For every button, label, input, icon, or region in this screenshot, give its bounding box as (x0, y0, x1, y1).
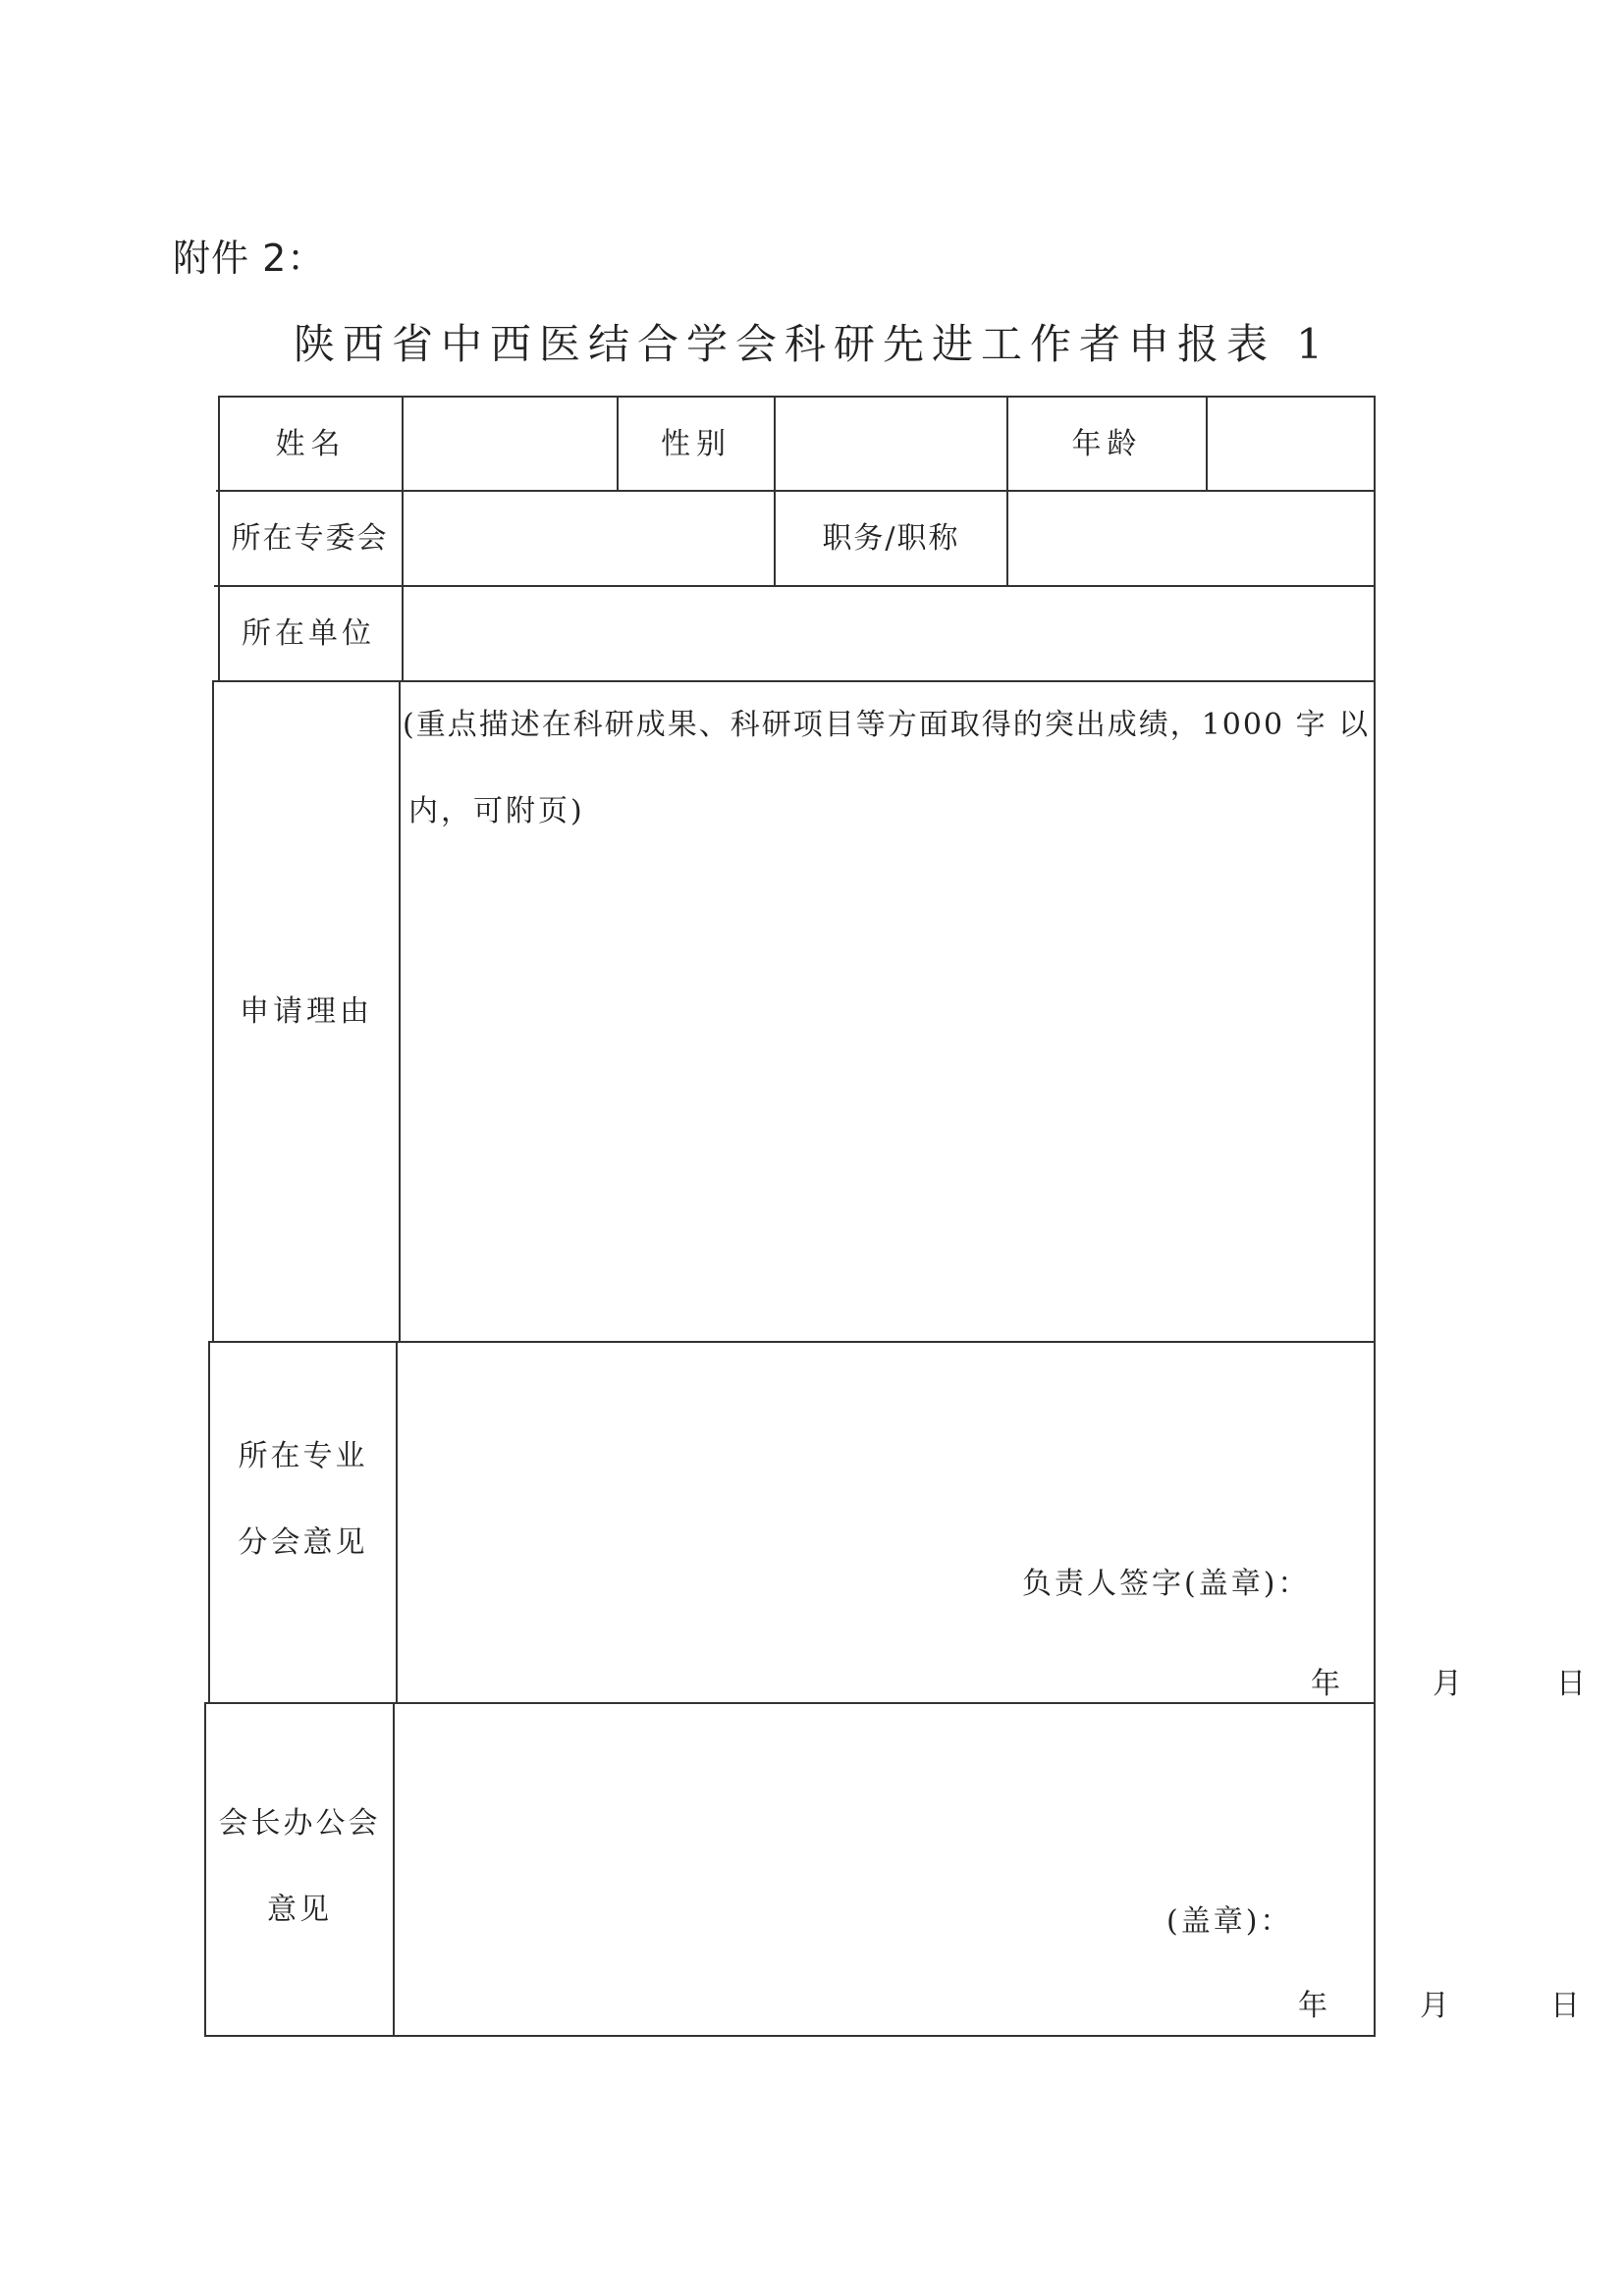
branch-opinion-field[interactable] (398, 1343, 1586, 1702)
attachment-label: 附件 2： (173, 237, 326, 280)
president-opinion-label-line1: 会长办公会 (218, 1805, 381, 1841)
reason-field[interactable] (401, 682, 1374, 1341)
president-date-year: 年 (1298, 1989, 1327, 2023)
committee-label: 所在专委会 (231, 521, 389, 556)
unit-field[interactable] (401, 587, 1374, 680)
name-field[interactable] (404, 398, 617, 490)
branch-signature-label: 负责人签字(盖章)： (1022, 1567, 1311, 1601)
gender-field[interactable] (776, 398, 1006, 490)
branch-opinion-label (210, 1343, 396, 1702)
branch-date-year: 年 (1311, 1667, 1340, 1701)
age-field[interactable] (1208, 398, 1374, 490)
president-opinion-field[interactable] (395, 1704, 1580, 2035)
gender-label: 性别 (661, 426, 731, 461)
reason-note-line2: 内，可附页) (408, 794, 585, 828)
president-opinion-label-line2: 意见 (267, 1892, 332, 1927)
branch-opinion-label-line1: 所在专业 (238, 1439, 368, 1473)
application-form-table (204, 396, 1586, 2037)
position-label: 职务/职称 (822, 521, 960, 556)
reason-label: 申请理由 (240, 994, 373, 1029)
form-title: 陕西省中西医结合学会科研先进工作者申报表 1 (293, 320, 1331, 368)
branch-date-day: 日 (1556, 1667, 1586, 1701)
reason-note-line1: (重点描述在科研成果、科研项目等方面取得的突出成绩，1000 字 以 (403, 708, 1371, 742)
table-border-bottom (204, 2035, 1374, 2037)
president-date-day: 日 (1550, 1989, 1580, 2023)
position-field[interactable] (1008, 492, 1374, 585)
committee-field[interactable] (404, 492, 774, 585)
branch-date-month: 月 (1433, 1667, 1462, 1701)
branch-opinion-label-line2: 分会意见 (238, 1525, 368, 1560)
age-label: 年龄 (1071, 426, 1143, 461)
table-border-right (1374, 396, 1376, 2037)
president-date-month: 月 (1420, 1989, 1449, 2023)
president-seal-label: (盖章)： (1166, 1904, 1293, 1939)
name-label: 姓名 (275, 426, 347, 461)
president-opinion-label (206, 1704, 393, 2035)
unit-label: 所在单位 (242, 616, 375, 651)
